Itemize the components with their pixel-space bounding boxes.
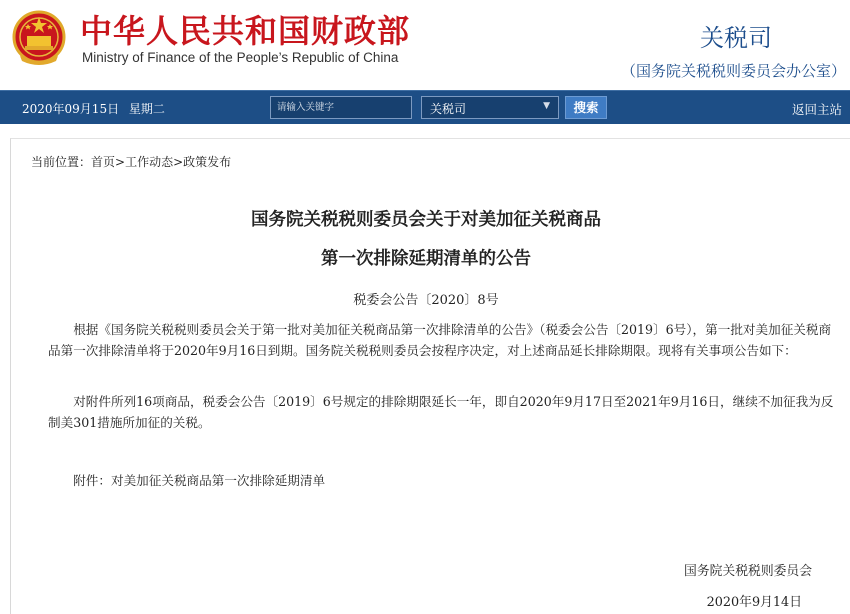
ministry-name-cn[interactable]: 中华人民共和国财政部 <box>80 12 411 50</box>
attachment-link[interactable]: 附件：对美加征关税商品第一次排除延期清单 <box>73 473 326 488</box>
national-emblem-icon[interactable] <box>12 8 66 68</box>
search-input[interactable] <box>270 96 412 119</box>
chevron-down-icon: ▼ <box>543 101 550 111</box>
search-button[interactable]: 搜索 <box>565 96 607 119</box>
breadcrumb-prefix: 当前位置： <box>31 155 92 169</box>
article-content <box>10 138 850 614</box>
article-title-line2: 第一次排除延期清单的公告 <box>321 249 531 269</box>
breadcrumb <box>31 153 231 170</box>
site-header <box>0 0 850 90</box>
article-paragraph-2: 对附件所列16项商品，税委会公告〔2019〕6号规定的排除期限延长一年，即自2020年9月17日至2021年9月16日，继续不加征我为反制美301措施所加征的关税。 <box>48 394 834 430</box>
breadcrumb-separator: > <box>173 155 184 169</box>
breadcrumb-separator: > <box>115 155 126 169</box>
signature-date: 2020年9月14日 <box>706 595 802 610</box>
department-subtitle: （国务院关税税则委员会办公室） <box>620 62 846 80</box>
signature-organization: 国务院关税税则委员会 <box>684 564 812 579</box>
return-home-link[interactable]: 返回主站 <box>791 102 842 117</box>
current-date <box>22 100 171 117</box>
ministry-name-en[interactable]: Ministry of Finance of the People’s Republic of China <box>82 50 399 65</box>
nav-bar <box>0 90 850 124</box>
breadcrumb-policy-release[interactable]: 政策发布 <box>183 155 232 169</box>
article-title-line1: 国务院关税税则委员会关于对美加征关税商品 <box>251 210 601 230</box>
department-name: 关税司 <box>700 24 772 52</box>
article-paragraph-1: 根据《国务院关税税则委员会关于第一批对美加征关税商品第一次排除清单的公告》（税委会公告〔2019〕6号），第一批对美加征关税商品第一次排除清单将于2020年9月16日到期。国务院关税税则委员会按程序决定，对上述商品延长排除期限。现将有关事项公告如下： <box>48 322 832 358</box>
department-select[interactable] <box>421 96 559 119</box>
document-number: 税委会公告〔2020〕8号 <box>353 293 499 308</box>
department-select-value: 关税司 <box>430 102 467 116</box>
weekday-text: 星期二 <box>128 102 165 116</box>
breadcrumb-home[interactable]: 首页 <box>91 155 116 169</box>
breadcrumb-work-news[interactable]: 工作动态 <box>125 155 174 169</box>
date-text: 2020年09月15日 <box>22 102 120 116</box>
